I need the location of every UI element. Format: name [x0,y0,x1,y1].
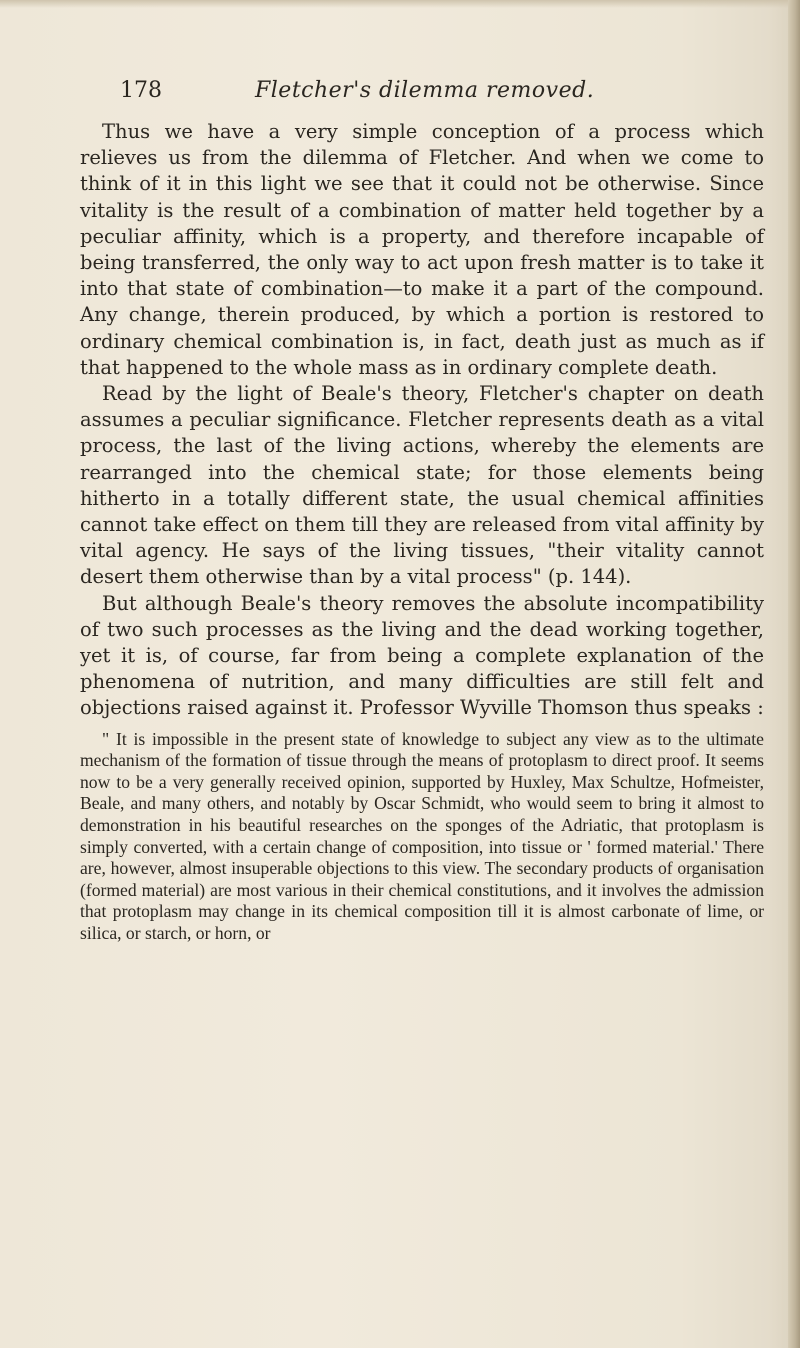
body-text [80,119,764,945]
running-title: Fletcher's dilemma removed. [255,78,595,103]
page-number: 178 [120,78,162,103]
block-quote: " It is impossible in the present state of knowledge to subject any view as to the ultimate mechanism of the formation of tissue through the means of protoplasm to direct proof. It seems now to be a very generally received opinion, supported by Huxley, Max Schultze, Hofmeister, Beale, and many others, and notably by Oscar Schmidt, who would seem to bring it almost to demonstration in his beautiful researches on the sponges of the Adriatic, that protoplasm is simply converted, with a certain change of composition, into tissue or ' formed material.' There are, however, almost insuperable objections to this view. The secondary products of organisation (formed material) are most various in their chemical constitutions, and it involves the admission that protoplasm may change in its chemical composition till it is almost carbonate of lime, or silica, or starch, or horn, or [80,728,764,944]
paragraph: Thus we have a very simple conception of a process which relieves us from the dilemma of Fletcher. And when we come to think of it in this light we see that it could not be otherwise. Since vitality is the result of a combination of matter held together by a peculiar affinity, which is a property, and therefore incapable of being transferred, the only way to act upon fresh matter is to take it into that state of combination—to make it a part of the compound. Any change, therein produced, by which a portion is restored to ordinary chemical combination is, in fact, death just as much as if that happened to the whole mass as in ordinary complete death. [80,120,764,379]
page-header [120,78,760,110]
paragraph: But although Beale's theory removes the absolute incompatibility of two such processes as the living and the dead working together, yet it is, of course, far from being a complete explanation of the phenomena of nutrition, and many difficulties are still felt and objections raised against it. Professor Wyville Thomson thus speaks : [80,591,764,720]
page-edge-shadow [788,0,800,1348]
paragraph: Read by the light of Beale's theory, Fletcher's chapter on death assumes a peculiar significance. Fletcher represents death as a vital process, the last of the living actions, whereby the elements are rearranged into the chemical state; for those elements being hitherto in a totally different state, the usual chemical affinities cannot take effect on them till they are released from vital affinity by vital agency. He says of the living tissues, "their vitality cannot desert them otherwise than by a vital process" (p. 144). [80,382,764,589]
page-top-shadow [0,0,800,8]
